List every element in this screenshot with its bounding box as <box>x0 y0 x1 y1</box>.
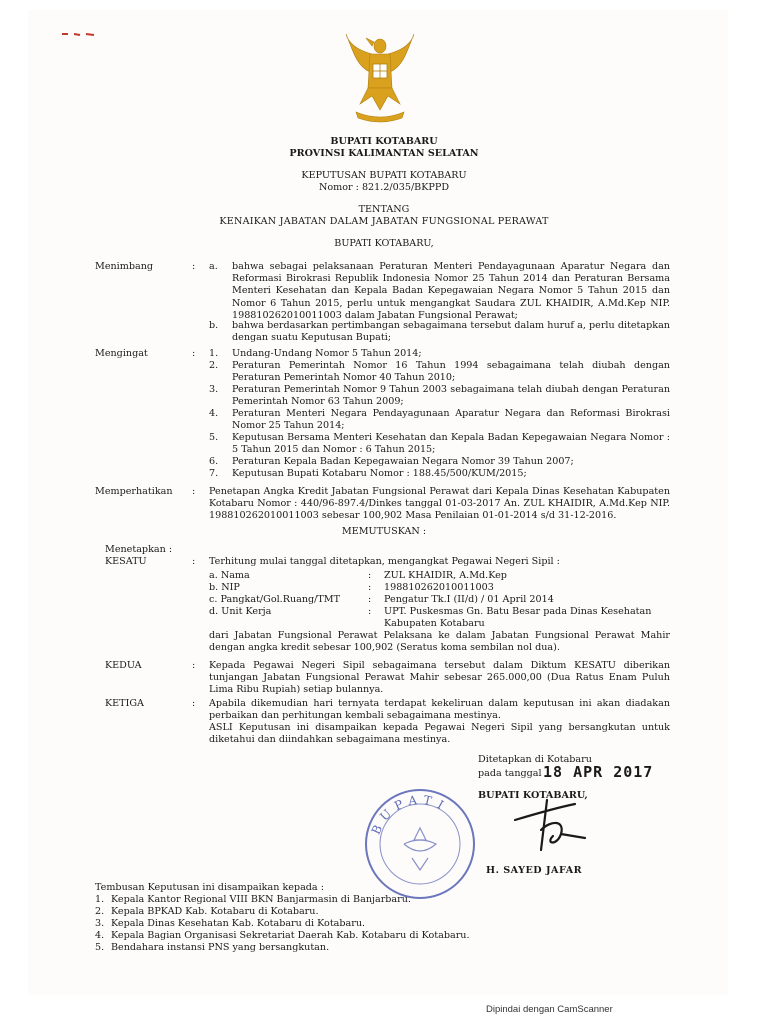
menimbang-b-text: bahwa berdasarkan pertimbangan sebagaimana tersebut dalam huruf a, perlu ditetapkan dengan suatu Keputusan Bupati; <box>232 320 670 344</box>
ketiga-label: KETIGA <box>105 698 144 709</box>
header-number: Nomor : 821.2/035/BKPPD <box>318 182 450 193</box>
tembusan-item-number: 1. <box>95 894 105 905</box>
field-colon: : <box>368 570 372 581</box>
ketiga-text-2: ASLI Keputusan ini disampaikan kepada Pegawai Negeri Sipil yang bersangkutan untuk diketahui dan diindahkan sebagaimana mestinya. <box>209 722 670 746</box>
field-value-unit: UPT. Puskesmas Gn. Batu Besar pada Dinas Kesehatan Kabupaten Kotabaru <box>384 606 652 630</box>
field-value-rank: Pengatur Tk.I (II/d) / 01 April 2014 <box>384 594 554 605</box>
mengingat-item-text: Keputusan Bersama Menteri Kesehatan dan Kepala Badan Kepegawaian Negara Nomor : 5 Tahun 2015 dan Nomor : 6 Tahun 2015; <box>232 432 670 456</box>
menetapkan-label: Menetapkan : <box>105 544 173 555</box>
mengingat-colon: : <box>192 348 196 359</box>
mengingat-item-number: 1. <box>209 348 219 359</box>
mengingat-item-number: 7. <box>209 468 219 479</box>
mengingat-item-number: 3. <box>209 384 219 395</box>
mengingat-label: Mengingat <box>95 348 148 359</box>
garuda-emblem-icon <box>342 32 418 124</box>
mengingat-item-text: Peraturan Kepala Badan Kepegawaian Negara Nomor 39 Tahun 2007; <box>232 456 574 467</box>
kedua-colon: : <box>192 660 196 671</box>
tembusan-item-text: Bendahara instansi PNS yang bersangkutan. <box>111 942 330 953</box>
kesatu-outro: dari Jabatan Fungsional Perawat Pelaksana ke dalam Jabatan Fungsional Perawat Mahir dengan angka kredit sebesar 100,902 (Seratus koma sembilan nol dua). <box>209 630 670 654</box>
signature-place: Ditetapkan di Kotabaru <box>478 754 592 765</box>
tembusan-item-text: Kepala Kantor Regional VIII BKN Banjarmasin di Banjarbaru. <box>111 894 411 905</box>
signature-date-value: 18 APR 2017 <box>543 763 654 781</box>
header-regent: BUPATI KOTABARU <box>330 136 438 147</box>
mengingat-item-text: Undang-Undang Nomor 5 Tahun 2014; <box>232 348 422 359</box>
scanner-footer: Dipindai dengan CamScanner <box>486 1004 613 1015</box>
field-value-name: ZUL KHAIDIR, A.Md.Kep <box>384 570 507 581</box>
mengingat-item-number: 2. <box>209 360 219 371</box>
svg-text:BUPATI <box>369 793 451 837</box>
ketiga-text: Apabila dikemudian hari ternyata terdapat kekeliruan dalam keputusan ini akan diadakan perbaikan dan perhitungan kembali sebagaimana mestinya. <box>209 698 670 722</box>
menimbang-colon: : <box>192 261 196 272</box>
stamp-text: BUPATI <box>368 792 452 837</box>
memperhatikan-text: Penetapan Angka Kredit Jabatan Fungsional Perawat dari Kepala Dinas Kesehatan Kabupaten Kotabaru Nomor : 440/96-897.4/Dinkes tanggal 01-03-2017 An. ZUL KHAIDIR, A.Md.Kep NIP. 198810262010011003 sebesar 100,902 Masa Penilaian 01-01-2014 s/d 31-12-2016. <box>209 486 670 522</box>
header-about: TENTANG <box>358 204 410 215</box>
signature-title: BUPATI KOTABARU, <box>478 790 588 801</box>
tembusan-item-number: 4. <box>95 930 105 941</box>
memperhatikan-colon: : <box>192 486 196 497</box>
mengingat-item-text: Peraturan Pemerintah Nomor 9 Tahun 2003 sebagaimana telah diubah dengan Peraturan Pemerintah Nomor 63 Tahun 2009; <box>232 384 670 408</box>
mengingat-item-text: Peraturan Menteri Negara Pendayagunaan Aparatur Negara dan Reformasi Birokrasi Nomor 25 Tahun 2014; <box>232 408 670 432</box>
field-colon: : <box>368 606 372 617</box>
menimbang-a-letter: a. <box>209 261 218 272</box>
header-subject: KENAIKAN JABATAN DALAM JABATAN FUNGSIONAL PERAWAT <box>219 216 549 227</box>
tembusan-item-text: Kepala Dinas Kesehatan Kab. Kotabaru di Kotabaru. <box>111 918 366 929</box>
menimbang-label: Menimbang <box>95 261 154 272</box>
kesatu-intro: Terhitung mulai tanggal ditetapkan, mengangkat Pegawai Negeri Sipil : <box>209 556 560 567</box>
red-pen-mark <box>60 30 96 38</box>
tembusan-item-text: Kepala BPKAD Kab. Kotabaru di Kotabaru. <box>111 906 319 917</box>
signature-name: H. SAYED JAFAR <box>486 865 583 876</box>
field-key: c. Pangkat/Gol.Ruang/TMT <box>209 594 341 605</box>
field-colon: : <box>368 594 372 605</box>
header-province: PROVINSI KALIMANTAN SELATAN <box>289 148 479 159</box>
tembusan-item-text: Kepala Bagian Organisasi Sekretariat Daerah Kab. Kotabaru di Kotabaru. <box>111 930 470 941</box>
memperhatikan-label: Memperhatikan <box>95 486 173 497</box>
kesatu-label: KESATU <box>105 556 147 567</box>
kedua-text: Kepada Pegawai Negeri Sipil sebagaimana tersebut dalam Diktum KESATU diberikan tunjangan Jabatan Fungsional Perawat Mahir sebesar 265.000,00 (Dua Ratus Enam Puluh Lima Ribu Rupiah) setiap bulannya. <box>209 660 670 696</box>
kesatu-colon: : <box>192 556 196 567</box>
menimbang-a-text: bahwa sebagai pelaksanaan Peraturan Menteri Pendayagunaan Aparatur Negara dan Reformasi Birokrasi Republik Indonesia Nomor 25 Tahun 2014 dan Peraturan Bersama Menteri Kesehatan dan Kepala Badan Kepegawaian Negara Nomor 5 Tahun 2015 dan Nomor 6 Tahun 2015, perlu untuk mengangkat Saudara ZUL KHAIDIR, A.Md.Kep NIP. 198810262010011003 dalam Jabatan Fungsional Perawat; <box>232 261 670 321</box>
tembusan-item-number: 5. <box>95 942 105 953</box>
memutuskan-heading: MEMUTUSKAN : <box>341 526 427 537</box>
header-issuer: BUPATI KOTABARU, <box>334 238 434 249</box>
menimbang-b-letter: b. <box>209 320 219 331</box>
field-value-nip: 198810262010011003 <box>384 582 494 593</box>
mengingat-item-text: Peraturan Pemerintah Nomor 16 Tahun 1994 sebagaimana telah diubah dengan Peraturan Pemerintah Nomor 40 Tahun 2010; <box>232 360 670 384</box>
tembusan-item-number: 3. <box>95 918 105 929</box>
tembusan-item-number: 2. <box>95 906 105 917</box>
mengingat-item-number: 6. <box>209 456 219 467</box>
field-key: b. NIP <box>209 582 240 593</box>
mengingat-item-number: 5. <box>209 432 219 443</box>
signature-date-label: pada tanggal <box>478 768 542 779</box>
header-decree: KEPUTUSAN BUPATI KOTABARU <box>301 170 467 181</box>
field-colon: : <box>368 582 372 593</box>
kedua-label: KEDUA <box>105 660 142 671</box>
mengingat-item-text: Keputusan Bupati Kotabaru Nomor : 188.45/500/KUM/2015; <box>232 468 527 479</box>
official-stamp <box>360 784 480 902</box>
field-key: d. Unit Kerja <box>209 606 272 617</box>
ketiga-colon: : <box>192 698 196 709</box>
mengingat-item-number: 4. <box>209 408 219 419</box>
handwritten-signature <box>505 790 595 865</box>
tembusan-title: Tembusan Keputusan ini disampaikan kepada : <box>95 882 324 893</box>
field-key: a. Nama <box>209 570 250 581</box>
